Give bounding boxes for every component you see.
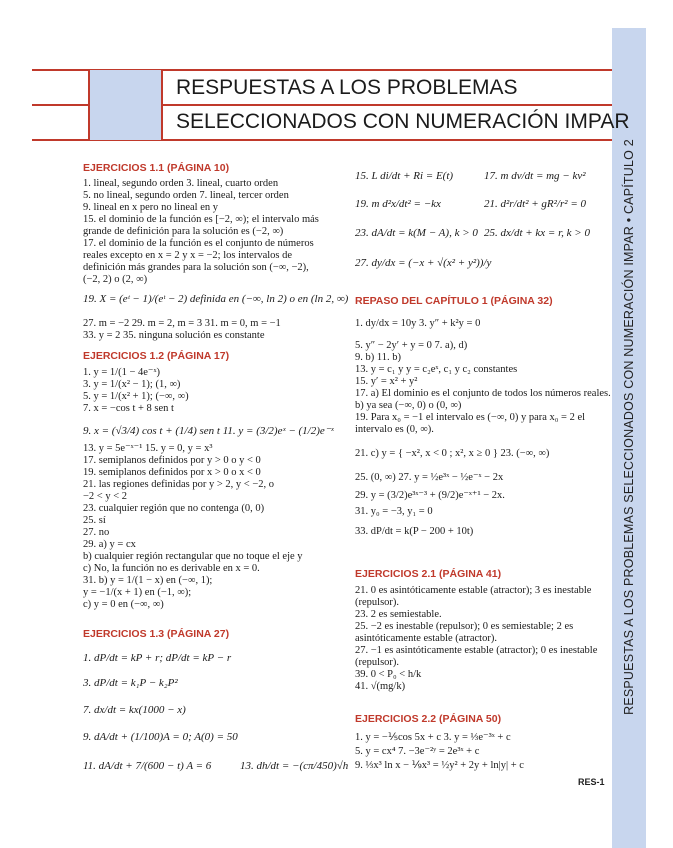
answer-line: 23. cualquier región que no contenga (0, 0) <box>83 503 265 514</box>
answer-line: 1. dy/dx = 10y 3. y″ + k²y = 0 <box>355 318 481 329</box>
answer-line: 5. no lineal, segundo orden 7. lineal, tercer orden <box>83 190 289 201</box>
answer-line: 21. las regiones definidas por y > 2, y < −2, o <box>83 479 274 490</box>
section-title-ej12: EJERCICIOS 1.2 (PÁGINA 17) <box>83 350 230 362</box>
answer-line: c) No, la función no es derivable en x = 0. <box>83 563 260 574</box>
answer-line: 3. y = 1/(x² − 1); (1, ∞) <box>83 379 181 390</box>
answer-1-3-1: 1. dP/dt = kP + r; dP/dt = kP − r <box>83 652 232 664</box>
page-number: RES-1 <box>578 777 605 787</box>
answer-1-3-19: 19. m d²x/dt² = −kx <box>355 198 441 210</box>
answer-line: 17. semiplanos definidos por y > 0 o y < 0 <box>83 455 261 466</box>
answer-1-3-25: 25. dx/dt + kx = r, k > 0 <box>484 227 590 239</box>
answer-line: c) y = 0 en (−∞, ∞) <box>83 599 164 610</box>
answer-1-3-21: 21. d²r/dt² + gR²/r² = 0 <box>484 198 586 210</box>
answer-line: 1. lineal, segundo orden 3. lineal, cuarto orden <box>83 178 279 189</box>
answer-line: 25. (0, ∞) 27. y = ½e³ˣ − ½e⁻ˣ − 2x <box>355 472 504 483</box>
answer-1-3-27: 27. dy/dx = (−x + √(x² + y²))/y <box>355 257 492 269</box>
answer-line: asintóticamente estable (atractor). <box>355 633 497 644</box>
answer-line: −2 < y < 2 <box>83 491 128 502</box>
answer-line: 29. y = (3/2)e³ˣ⁻³ + (9/2)e⁻ˣ⁺¹ − 2x. <box>355 490 505 501</box>
answer-1-3-7: 7. dx/dt = kx(1000 − x) <box>83 704 186 716</box>
answer-line: 13. y = c₁ y y = c₂eˣ, c₁ y c₂ constantes <box>355 364 518 375</box>
answer-line: 31. b) y = 1/(1 − x) en (−∞, 1); <box>83 575 213 586</box>
answer-1-3-15: 15. L di/dt + Ri = E(t) <box>355 170 454 182</box>
answer-line: 21. c) y = { −x², x < 0 ; x², x ≥ 0 } 23. (−∞, ∞) <box>355 448 550 459</box>
answer-line: 1. y = −⅕cos 5x + c 3. y = ⅓e⁻³ˣ + c <box>355 732 511 743</box>
section-title-ej21: EJERCICIOS 2.1 (PÁGINA 41) <box>355 568 502 580</box>
answer-line: 39. 0 < P₀ < h/k <box>355 669 422 680</box>
answer-line: (repulsor). <box>355 657 400 668</box>
section-title-ej13: EJERCICIOS 1.3 (PÁGINA 27) <box>83 628 230 640</box>
answer-line: 31. y₀ = −3, y₁ = 0 <box>355 506 433 517</box>
answer-line: 17. el dominio de la función es el conjunto de números <box>83 238 314 249</box>
answer-line: 9. lineal en x pero no lineal en y <box>83 202 218 213</box>
answer-line: b) ya sea (−∞, 0) o (0, ∞) <box>355 400 462 411</box>
answer-line: (−2, 2) o (2, ∞) <box>83 274 148 285</box>
answer-line: intervalo es (0, ∞). <box>355 424 434 435</box>
answer-line: y = −1/(x + 1) en (−1, ∞); <box>83 587 192 598</box>
header-title-line1: RESPUESTAS A LOS PROBLEMAS <box>176 76 518 99</box>
answer-1-3-23: 23. dA/dt = k(M − A), k > 0 <box>355 227 478 239</box>
header-rule-vertical-left <box>88 69 90 140</box>
answer-line: 19. Para x₀ = −1 el intervalo es (−∞, 0) y para x₀ = 2 el <box>355 412 586 423</box>
answer-line: b) cualquier región rectangular que no toque el eje y <box>83 551 303 562</box>
section-title-ej22: EJERCICIOS 2.2 (PÁGINA 50) <box>355 713 502 725</box>
answer-1-3-11: 11. dA/dt + 7/(600 − t) A = 6 <box>83 760 212 772</box>
answer-line: 41. √(mg/k) <box>355 681 406 692</box>
header-title-line2: SELECCIONADOS CON NUMERACIÓN IMPAR <box>176 110 630 133</box>
section-title-ej11: EJERCICIOS 1.1 (PÁGINA 10) <box>83 162 230 174</box>
answer-line: 5. y = 1/(x² + 1); (−∞, ∞) <box>83 391 189 402</box>
answer-line: 23. 2 es semiestable. <box>355 609 442 620</box>
answer-1-1-19: 19. X = (eᵗ − 1)/(eᵗ − 2) definida en (−∞, ln 2) o en (ln 2, ∞) <box>83 293 349 305</box>
section-title-repaso1: REPASO DEL CAPÍTULO 1 (PÁGINA 32) <box>355 295 553 307</box>
answer-line: 27. m = −2 29. m = 2, m = 3 31. m = 0, m = −1 <box>83 318 281 329</box>
answer-1-3-17: 17. m dv/dt = mg − kv² <box>484 170 586 182</box>
answer-line: 19. semiplanos definidos por x > 0 o x < 0 <box>83 467 261 478</box>
answer-line: 17. a) El dominio es el conjunto de todos los números reales. <box>355 388 611 399</box>
answer-line: 25. −2 es inestable (repulsor); 0 es semiestable; 2 es <box>355 621 574 632</box>
header-color-block <box>88 70 162 140</box>
side-running-title: RESPUESTAS A LOS PROBLEMAS SELECCIONADOS CON NUMERACIÓN IMPAR • CAPÍTULO 2 <box>622 139 636 715</box>
answer-line: 29. a) y = cx <box>83 539 136 550</box>
answer-1-3-13: 13. dh/dt = −(cπ/450)√h <box>240 760 349 772</box>
answer-line: 9. ⅓x³ ln x − ⅑x³ = ½y² + 2y + ln|y| + c <box>355 760 524 771</box>
answer-line: reales excepto en x = 2 y x = −2; los intervalos de <box>83 250 293 261</box>
answer-line: 9. b) 11. b) <box>355 352 401 363</box>
answer-line: 5. y″ − 2y′ + y = 0 7. a), d) <box>355 340 468 351</box>
answer-line: 7. x = −cos t + 8 sen t <box>83 403 174 414</box>
answer-line: 33. y = 2 35. ninguna solución es constante <box>83 330 265 341</box>
answer-line: 5. y = cx⁴ 7. −3e⁻²ʸ = 2e³ˣ + c <box>355 746 480 757</box>
answer-line: 15. el dominio de la función es [−2, ∞); el intervalo más <box>83 214 319 225</box>
answer-line: 15. y′ = x² + y² <box>355 376 418 387</box>
answer-line: 27. no <box>83 527 110 538</box>
answer-line: (repulsor). <box>355 597 400 608</box>
answer-line: 13. y = 5e⁻ˣ⁻¹ 15. y = 0, y = x³ <box>83 443 213 454</box>
answer-1-3-3: 3. dP/dt = k₁P − k₂P² <box>83 677 178 689</box>
answer-line: 21. 0 es asintóticamente estable (atractor); 3 es inestable <box>355 585 592 596</box>
answer-line: grande de definición para la solución es (−2, ∞) <box>83 226 284 237</box>
answer-line: 33. dP/dt = k(P − 200 + 10t) <box>355 526 474 537</box>
answer-1-2-9: 9. x = (√3/4) cos t + (1/4) sen t 11. y = (3/2)eˣ − (1/2)e⁻ˣ <box>83 425 334 437</box>
answer-1-3-9: 9. dA/dt + (1/100)A = 0; A(0) = 50 <box>83 731 238 743</box>
answer-line: 27. −1 es asintóticamente estable (atractor); 0 es inestable <box>355 645 598 656</box>
answer-line: 25. sí <box>83 515 106 526</box>
answer-line: definición más grandes para la solución son (−∞, −2), <box>83 262 309 273</box>
answer-line: 1. y = 1/(1 − 4e⁻ˣ) <box>83 367 160 378</box>
header-rule-vertical-right <box>161 69 163 140</box>
